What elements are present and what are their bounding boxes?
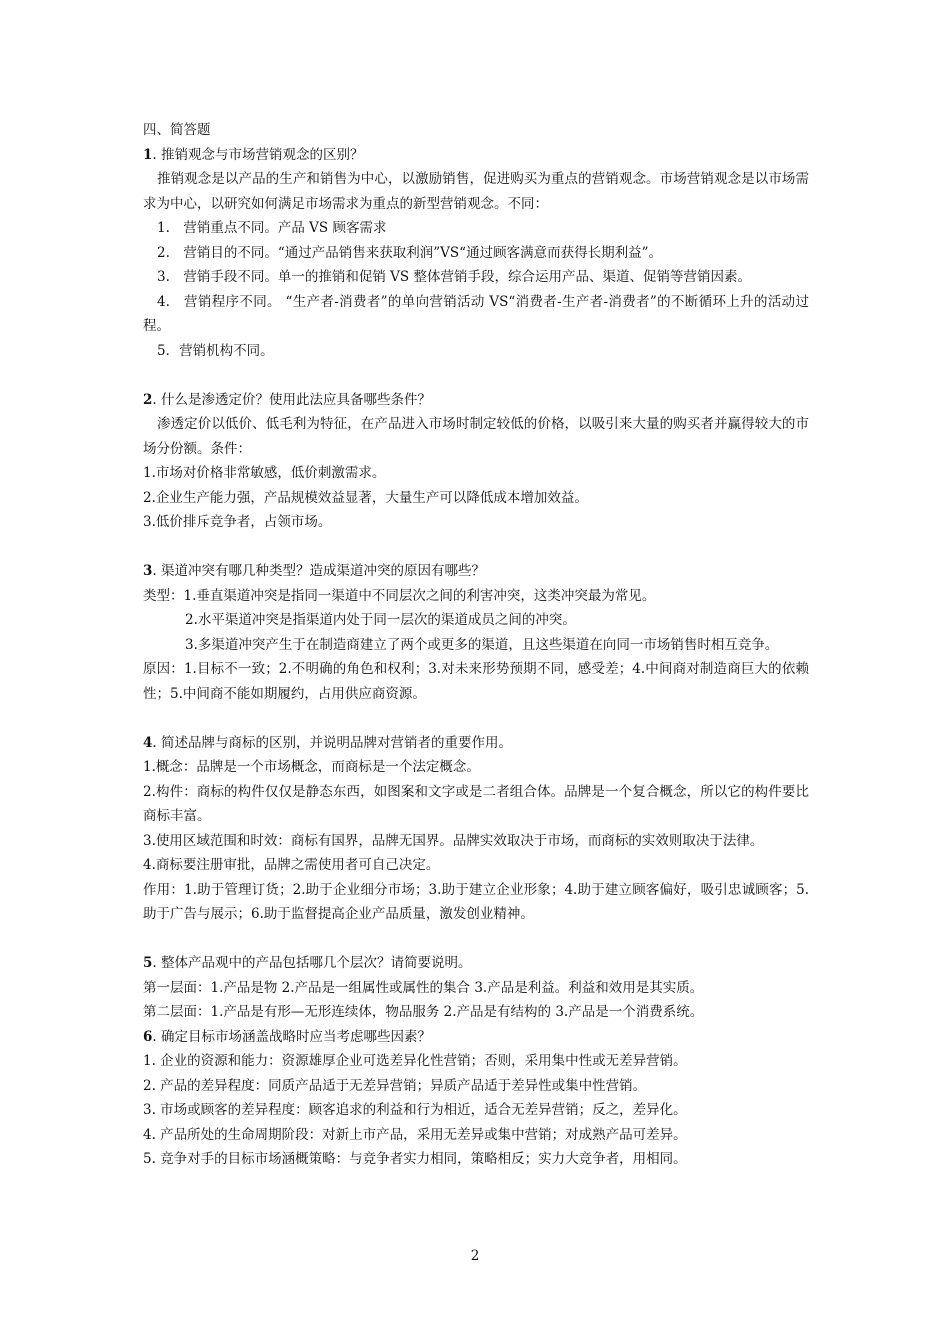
question-5-item: 第一层面：1.产品是物 2.产品是一组属性或属性的集合 3.产品是利益。利益和效用是其实质。 bbox=[143, 979, 704, 996]
question-6-item: 4. 产品所处的生命周期阶段：对新上市产品，采用无差异或集中营销；对成熟产品可差异。 bbox=[143, 1126, 687, 1143]
question-5-item: 第二层面：1.产品是有形—无形连续体，物品服务 2.产品是有结构的 3.产品是一个消费系统。 bbox=[143, 1004, 704, 1020]
question-6-item: 5. 竞争对手的目标市场涵概策略：与竞争者实力相同，策略相反；实力大竞争者，用相同。 bbox=[143, 1151, 687, 1167]
question-1-number: 1 bbox=[143, 146, 153, 163]
section-title: 四、简答题 bbox=[143, 122, 211, 138]
page-content bbox=[143, 118, 809, 1172]
question-6-item: 1. 企业的资源和能力：资源雄厚企业可选差异化性营销；否则，采用集中性或无差异营销。 bbox=[143, 1053, 687, 1069]
page-number: 2 bbox=[470, 1248, 480, 1264]
question-3-number: 3 bbox=[143, 563, 153, 579]
question-3-type-2: 2.水平渠道冲突是指渠道内处于同一层次的渠道成员之间的冲突。 bbox=[185, 612, 576, 628]
question-5-number: 5 bbox=[143, 955, 153, 971]
question-1-intro: 推销观念是以产品的生产和销售为中心，以激励销售，促进购买为重点的营销观念。市场营销观念是以市场需求为中心，以研究如何满足市场需求为重点的新型营销观念。不同： bbox=[143, 171, 809, 212]
spacer bbox=[143, 927, 809, 952]
question-1-item: 5．营销机构不同。 bbox=[157, 342, 274, 359]
question-1-heading bbox=[143, 143, 809, 168]
question-5-heading bbox=[143, 951, 809, 976]
question-3-title: . 渠道冲突有哪几种类型？造成渠道冲突的原因有哪些？ bbox=[152, 563, 485, 579]
question-1-item: 3. 营销手段不同。单一的推销和促销 VS 整体营销手段，综合运用产品、渠道、促销等营销因素。 bbox=[157, 269, 751, 285]
question-2-item: 3.低价排斥竞争者，占领市场。 bbox=[143, 514, 332, 530]
spacer bbox=[143, 363, 809, 388]
question-4-item: 3.使用区域范围和时效：商标有国界，品牌无国界。品牌实效取决于市场，而商标的实效则取决于法律。 bbox=[143, 832, 764, 849]
question-2-item: 1.市场对价格非常敏感，低价刺激需求。 bbox=[143, 465, 386, 481]
spacer bbox=[143, 706, 809, 731]
question-3-heading bbox=[143, 559, 809, 584]
question-1-item: 4. 营销程序不同。 “生产者-消费者”的单向营销活动 VS“消费者-生产者-消费者”的不断循环上升的活动过程。 bbox=[143, 293, 809, 334]
question-4-title: . 简述品牌与商标的区别，并说明品牌对营销者的重要作用。 bbox=[152, 734, 512, 751]
question-2-intro: 渗透定价以低价、低毛利为特征，在产品进入市场时制定较低的价格，以吸引来大量的购买者并赢得较大的市场分份额。条件： bbox=[143, 416, 809, 457]
question-1-item: 2. 营销目的不同。“通过产品销售来获取利润”VS“通过顾客满意而获得长期利益”。 bbox=[157, 244, 662, 261]
question-2-item: 2.企业生产能力强，产品规模效益显著，大量生产可以降低成本增加效益。 bbox=[143, 489, 588, 506]
question-6-item: 3. 市场或顾客的差异程度：顾客追求的利益和行为相近，适合无差异营销；反之，差异化。 bbox=[143, 1102, 687, 1118]
question-5-title: . 整体产品观中的产品包括哪几个层次？请简要说明。 bbox=[152, 955, 472, 971]
question-2-number: 2 bbox=[143, 391, 153, 408]
question-6-title: . 确定目标市场涵盖战略时应当考虑哪些因素？ bbox=[152, 1028, 431, 1045]
question-3-type-3: 3.多渠道冲突产生于在制造商建立了两个或更多的渠道，且这些渠道在向同一市场销售时相互竞争。 bbox=[185, 636, 779, 653]
question-6-number: 6 bbox=[143, 1028, 153, 1045]
question-4-item: 1.概念：品牌是一个市场概念，而商标是一个法定概念。 bbox=[143, 759, 480, 775]
question-4-item: 4.商标要注册审批，品牌之需使用者可自己决定。 bbox=[143, 857, 440, 873]
question-1-item: 1. 营销重点不同。产品 VS 顾客需求 bbox=[157, 220, 387, 236]
question-1-title: . 推销观念与市场营销观念的区别？ bbox=[152, 146, 364, 163]
question-3-reason: 原因：1.目标不一致；2.不明确的角色和权利；3.对未来形势预期不同，感受差；4.中间商对制造商巨大的依赖性；5.中间商不能如期履约，占用供应商资源。 bbox=[143, 661, 809, 702]
question-4-item: 作用：1.助于管理订货；2.助于企业细分市场；3.助于建立企业形象；4.助于建立顾客偏好，吸引忠诚顾客；5.助于广告与展示；6.助于监督提高企业产品质量，激发创业精神。 bbox=[143, 881, 809, 922]
question-4-heading bbox=[143, 731, 809, 756]
question-4-number: 4 bbox=[143, 734, 153, 751]
question-2-title: . 什么是渗透定价？使用此法应具备哪些条件？ bbox=[152, 391, 431, 408]
question-6-heading bbox=[143, 1025, 809, 1050]
question-4-item: 2.构件：商标的构件仅仅是静态东西，如图案和文字或是二者组合体。品牌是一个复合概念，所以它的构件要比商标丰富。 bbox=[143, 783, 809, 824]
question-3-type-1: 类型：1.垂直渠道冲突是指同一渠道中不同层次之间的利害冲突，这类冲突最为常见。 bbox=[143, 587, 656, 604]
question-2-heading bbox=[143, 388, 809, 413]
question-6-item: 2. 产品的差异程度：同质产品适于无差异营销；异质产品适于差异性或集中性营销。 bbox=[143, 1077, 647, 1094]
spacer bbox=[143, 535, 809, 560]
